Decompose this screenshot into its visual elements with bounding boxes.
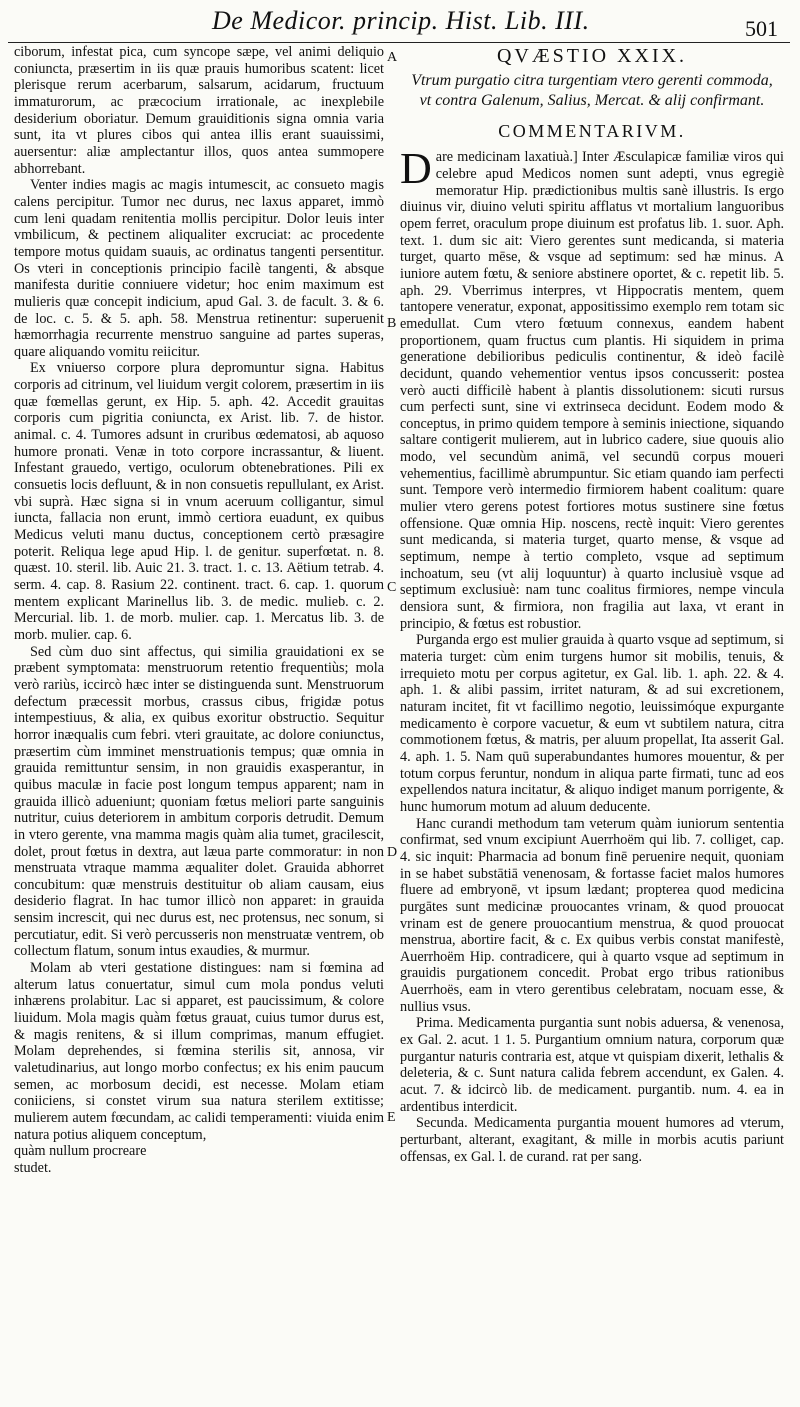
left-paragraph-5: Molam ab vteri gestatione distingues: nam si fœmina ad alterum latus conuertatur, simul cum mola pondus veluti inhærens prolabitur. Lac si apparet, est paucissimum, & colore liuidum. Mola magis quàm fœtus grauat, cuius tumor durus est, & magis renitens, & si illum comprimas, manum effugiet. Molam deprehendes, si fœmina sterilis sit, annosa, vir valetudinarius, aut longo morbo confectus; ex his enim paucum semen, ac morbosum decidi, est necesse. Molam etiam coniiciens, si constet virum sua natura sterilem extitisse; mulierem autem fœcundam, ac calidi temperamenti: viuida enim natura potius aliquem conceptum,: [14, 960, 384, 1143]
left-paragraph-2: Venter indies magis ac magis intumescit, ac consueto magis calens percipitur. Tumor nec durus, nec laxus apparet, immò cum leni quadam renitentia mollis percipitur. Dolor leuis inter vmbilicum, & pectinem aliqualiter excruciat: ac procedente tempore motus quidam suauis, ac ordinatus tangenti persentitur. Os vteri in conceptionis principio facilè tangenti, & absque manifesta duritie conniuere videtur; hoc enim maximum est mulieris quæ concepit indicium, apud Gal. 3. de facult. 3. & 6. de loc. c. 5. & 5. aph. 58. Menstrua retinentur: superuenit hæmorrhagia recurrente menstruo sanguine ad partes superas, quare aliquando vomitu reiicitur.: [14, 177, 384, 360]
right-paragraph-5: Secunda. Medicamenta purgantia mouent humores ad vterum, perturbant, alterant, exagitant, & mille in morbis acutis pariunt offensas, ex Gal. l. de curand. rat per sang.: [400, 1115, 784, 1165]
right-paragraph-4: Prima. Medicamenta purgantia sunt nobis aduersa, & venenosa, ex Gal. 2. acut. 1 1. 5. Purgantium omnium natura, corporum quæ purgantur naturis contraria est, atque vt quispiam dixerit, lethalis & deleteria, & c. Sunt natura calida febrem accendunt, ex Galen. 4. acut. 7. & idcircò lib. de medicament. purgantib. num. 4. ea in ardentibus interdicit.: [400, 1015, 784, 1115]
drop-cap: D: [400, 144, 432, 194]
left-column: [14, 44, 384, 1177]
margin-marker-a: A: [387, 50, 398, 65]
right-paragraph-1: [400, 144, 784, 632]
header-rule: [8, 42, 790, 43]
margin-marker-c: C: [387, 580, 397, 595]
page-number: 501: [745, 16, 778, 41]
left-paragraph-3: Ex vniuerso corpore plura depromuntur signa. Habitus corporis ad citrinum, vel liuidum vergit colorem, præsertim in iis quæ fœmellas gerunt, ex Hip. 5. aph. 42. Accedit grauitas corporis cum pigritia coniuncta, ex Arist. lib. 7. de histor. animal. c. 4. Tumores adsunt in cruribus œdematosi, ab aquoso humore pronati. Venæ in toto corpore incrassantur, & liuent. Infestant grauedo, vertigo, oculorum obtenebrationes. Pili ex consuetis locis defluunt, & in non consuetis repullulant, ex Arist. vbi suprà. Hæc signa si in vnum aceruum colligantur, simul iuncta, fallacia non erunt, immò certiora euadunt, ex quibus Medicus veluti manu ductus, conceptionem certò præsagire poterit. Reliqua lege apud Hip. l. de genitur. superfœtat. n. 8. quæst. 10. steril. lib. Auic 21. 3. tract. 1. c. 13. Aëtium tetrab. 4. serm. 4. cap. 8. Rasium 22. continent. tract. 6. cap. 1. quorum mentem explicant Marinellus lib. 3. de medic. mulieb. c. 2. Mercurial. lib. 1. de morb. mulier. cap. 1. Mercatus lib. 3. de morb. mulier. cap. 6.: [14, 360, 384, 643]
right-paragraph-3: Hanc curandi methodum tam veterum quàm iuniorum sententia confirmat, sed vnum excipiunt Auerrhoëm qui lib. 7. colliget, cap. 4. sic inquit: Pharmacia ad bonum finē peruenire nequit, quoniam in se habet substātiā venenosam, & fortasse faciet malos humores fluere ad embryonē, vt ipsum lædant; propterea quod medicina purgātes sunt medicinæ prouocantes vrinam, & quod prouocat vrinam est de genere prouocantium menstrua, & quod prouocat menstrua, abortire facit, & c. Ex quibus verbis constat manifestè, Auerrhoëm Hip. contradicere, qui à quarto vsque ad septimum in grauidis purgationem concedit. Probat ergo tribus rationibus Auerrhoës, eam in vtero gerentibus celebratam, nocuam esse, & nullius vsus.: [400, 815, 784, 1015]
right-column: [400, 44, 784, 1165]
question-subtitle: Vtrum purgatio citra turgentiam vtero gerenti commoda, vt contra Galenum, Salius, Mercat. & alij confirmant.: [411, 71, 773, 109]
margin-marker-e: E: [387, 1110, 396, 1125]
left-paragraph-1: ciborum, infestat pica, cum syncope sæpe, vel animi deliquio coniuncta, præsertim in iis quæ prauis humoribus scatent: licet plerisque rerum acerbarum, salsarum, acidarum, fructuum immaturorum, ac præcocium irrationale, ac inexplebile desiderium oboriatur. Demum grauiditionis signa omnia varia sunt, ita vt plures cibos qui antea illis erant suauissimi, auersentur: aliæ amplectantur illos, quos antea summopere abhorrebant.: [14, 44, 384, 177]
running-title: De Medicor. princip. Hist. Lib. III.: [212, 6, 590, 35]
commentary-heading: COMMENTARIVM.: [498, 120, 686, 141]
closing-line-1: quàm nullum procreare: [14, 1143, 147, 1160]
margin-marker-b: B: [387, 316, 397, 331]
margin-marker-d: D: [387, 845, 398, 860]
question-title: QVÆSTIO XXIX.: [496, 45, 688, 67]
right-paragraph-1-text: are medicinam laxatiuà.] Inter Æsculapicæ familiæ viros qui celebre apud Medicos nomen sunt adepti, vnus egregiè memoratur Hip. prædictionibus multis sanè illustris. Is ergo diuinus vir, diuino veluti spiritu afflatus vt mortalium languoribus opem ferret, oraculum prope diuinum est profatus lib. 1. suor. Aph. text. 1. dum sic ait: Viero gerentes sunt medicanda, si materia turget, quarto mēse, & vsque ad septimum: sed hæ minus. A iuniore autem fœtu, & seniore abstinere oportet, & c. repetit lib. 5. aph. 29. Vberrimus interpres, vt Hippocratis mentem, quem tantopere veneratur, exponat, appositissimo exemplo rem totam sic emedullat. Cum vtero fœtuum connexus, eandem habent proportionem, quam fructus cum plantis. Hi siquidem in prima generatione debilioribus pediculis continentur, & ideò facilè decidunt, quando vehementior ventus ipsos concusserit: postea verò aucti difficilè habent à plantis dissolutionem: sicuti rursus cum perfecti sunt, sine vi extrinseca decidunt. Eodem modo & conceptus, in primo quidem tempore à seminis iniectione, siquando saltare contigerit mulierem, aut in lubrico cadere, siue quouis alio modo, vel secundùm animā, vel secundū corpus moueri vehementius, facillimè abrumpuntur. Sic etiam quando iam perfecti sunt. Tempore verò intermedio firmiorem habent coalitum: quare mulier vtero gerens potest fortiores motus sustinere sine fœtus offensione. Quæ omnia Hip. noscens, rectè inquit: Viero gerentes sunt medicanda, si materia turget, quarto mense, & vsque ad septimum, nempe à tertio completo, vsque ad septimum inchoatum, seu (vt alij loquuntur) à quarto inclusiuè vsque ad septimum exclusiuè: nam tunc coalitus firmiores, nempe vincula densiora sunt, & firmiora, non fragilia aut laxa, vt erant in principio, & fœtus est robustior.: [400, 149, 784, 632]
left-paragraph-4: Sed cùm duo sint affectus, qui similia grauidationi ex se præbent symptomata: menstruorum retentio frequentiùs; mola verò rariùs, iccircò hæc inter se distinguenda sunt. Menstruorum defectum præcessit morbus, crassus cibus, frigidæ potus intempestiuus, & alia, ex quibus exoritur obstructio. Sequitur horror inæqualis cum febri. vteri grauitate, ac dolore coniunctus, præsertim cùm imminet menstruationis tempus; quæ omnia in grauida remittuntur sensim, in non grauidis exasperantur, in quibus maculæ in facie post longum tempus apparent; nam in grauida illicò adueniunt; quoniam fœtus meliori parte sanguinis nutritur, cuius deteriorem in ambitum corporis detrudit. Demum in vtero gerente, vna mamma magis quàm alia tumet, gracilescit, dolet, prout fœtus in dextra, aut læua parte commoratur: in non menstruata vtraque mamma æqualiter dolet. Grauida abhorret concubitum: quæ menstruis destituitur ob aliam causam, eius desiderio flagrat. In hac tumor illicò non apparet: in grauida sensim increscit, qui nec durus est, nec protensus, nec sonum, si percutiatur, edit. Si verò percusseris non menstruatæ ventrem, ob collectum flatum, sonum intus exaudies, & murmur.: [14, 643, 384, 960]
closing-line-2: studet.: [14, 1159, 52, 1176]
right-paragraph-2: Purganda ergo est mulier grauida à quarto vsque ad septimum, si materia turget: cùm enim turgens humor sit mobilis, tenuis, & irrequieto motu per corpus agitetur, ex Gal. lib. 1. aph. 22. & 4. aph. 1. & alibi passim, irritet naturam, & ad sui excretionem, naturam incitet, fit vt facillimo negotio, leuissimóque expurgante medicamento è corpore vacuetur, & eum vt subtilem natura, citra commotionem fœtus, & matris, per aluum propellat, Ita asserit Gal. 4. aph. 1. 5. Nam quū superabundantes humores mouentur, & per totum corpus feruntur, nondum in aliqua parte firmati, tunc ad eos expellendos natura incitatur, & aliquo indiget manum porrigente, & hunc humorum motum ad aluum deducente.: [400, 632, 784, 815]
